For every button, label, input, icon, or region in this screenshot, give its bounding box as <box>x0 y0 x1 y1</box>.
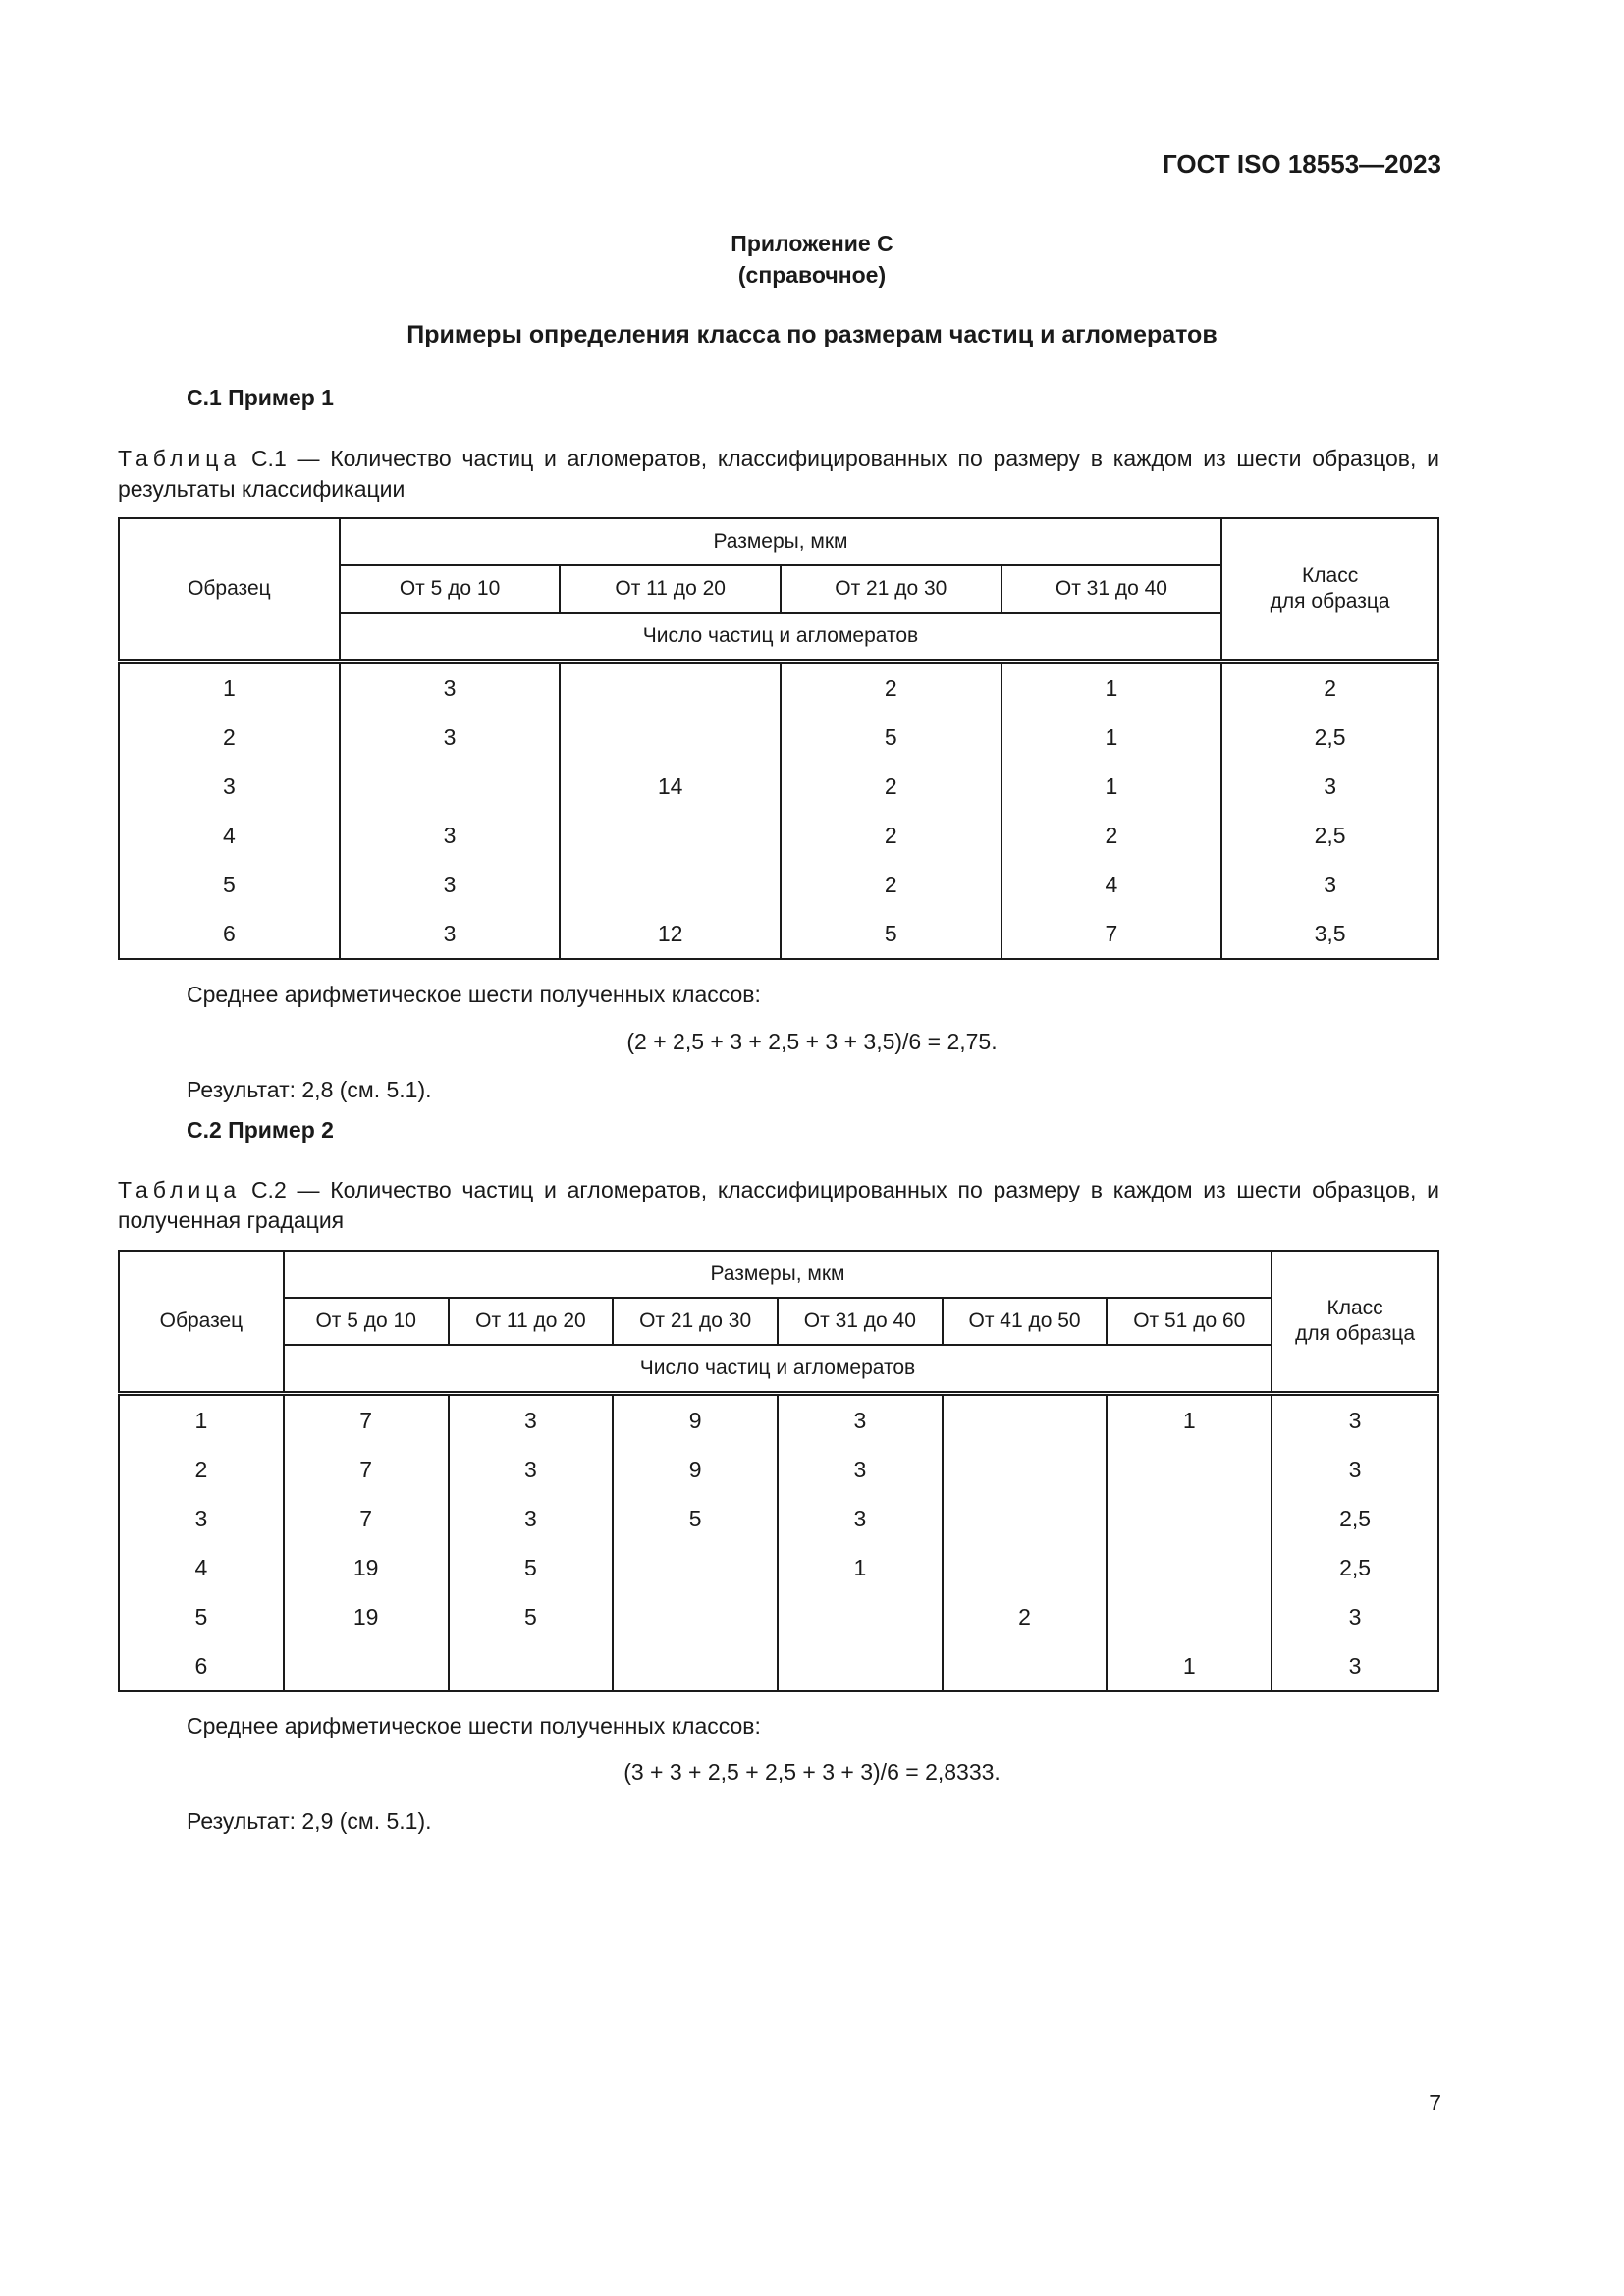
table-cell: 3 <box>1221 860 1438 909</box>
table2-class-header-line2: для образца <box>1295 1322 1416 1345</box>
table-cell: 7 <box>284 1394 449 1446</box>
table-cell: 3 <box>1272 1592 1438 1641</box>
table-cell: 3 <box>778 1445 943 1494</box>
table-cell <box>778 1641 943 1691</box>
table-cell: 7 <box>284 1445 449 1494</box>
table-cell <box>560 662 781 714</box>
table-cell: 6 <box>119 1641 284 1691</box>
table-cell: 3 <box>1221 762 1438 811</box>
table1-caption <box>118 444 1439 505</box>
table2-sizes-header: Размеры, мкм <box>284 1251 1272 1298</box>
table-cell: 3 <box>340 909 561 959</box>
table2 <box>118 1250 1439 1692</box>
document-code: ГОСТ ISO 18553—2023 <box>1162 149 1441 179</box>
table-cell: 1 <box>1001 713 1222 762</box>
table2-caption-label: Таблица <box>118 1177 242 1202</box>
table1-sizes-header: Размеры, мкм <box>340 518 1222 565</box>
table2-class-header-line1: Класс <box>1326 1297 1383 1319</box>
table-cell: 2 <box>1001 811 1222 860</box>
table1-class-header-line2: для образца <box>1270 590 1390 613</box>
table2-size-range-header: От 21 до 30 <box>613 1298 778 1345</box>
table2-sample-header: Образец <box>119 1251 284 1394</box>
table-cell: 2 <box>781 860 1001 909</box>
table-cell <box>943 1445 1108 1494</box>
table-cell: 3 <box>119 1494 284 1543</box>
table-cell: 5 <box>781 909 1001 959</box>
table-cell: 1 <box>119 1394 284 1446</box>
table-cell: 4 <box>119 811 340 860</box>
table1 <box>118 517 1439 960</box>
table-cell: 4 <box>119 1543 284 1592</box>
example1-mean-text: Среднее арифметическое шести полученных классов: <box>187 982 761 1007</box>
table-cell: 3 <box>449 1394 614 1446</box>
table1-sample-header: Образец <box>119 518 340 662</box>
table-cell: 9 <box>613 1445 778 1494</box>
table1-size-range-header: От 21 до 30 <box>781 565 1001 613</box>
table-cell: 3 <box>1272 1394 1438 1446</box>
table-cell <box>284 1641 449 1691</box>
appendix-heading <box>0 228 1624 291</box>
table-cell: 4 <box>1001 860 1222 909</box>
table1-size-range-header: От 31 до 40 <box>1001 565 1222 613</box>
table-cell <box>340 762 561 811</box>
table2-caption <box>118 1175 1439 1236</box>
table-cell: 9 <box>613 1394 778 1446</box>
table-cell <box>943 1641 1108 1691</box>
table-cell <box>613 1592 778 1641</box>
table-cell: 2 <box>781 762 1001 811</box>
table-cell: 5 <box>613 1494 778 1543</box>
table-cell: 1 <box>1001 762 1222 811</box>
table-cell: 5 <box>119 860 340 909</box>
table-cell: 19 <box>284 1543 449 1592</box>
table-cell: 3 <box>340 860 561 909</box>
table-row <box>119 811 1438 860</box>
table2-size-range-header: От 5 до 10 <box>284 1298 449 1345</box>
example2-formula: (3 + 3 + 2,5 + 2,5 + 3 + 3)/6 = 2,8333. <box>623 1759 1001 1785</box>
table2-size-range-header: От 31 до 40 <box>778 1298 943 1345</box>
table-row <box>119 1543 1438 1592</box>
example1-result: Результат: 2,8 (см. 5.1). <box>187 1077 432 1102</box>
table-cell: 2,5 <box>1272 1543 1438 1592</box>
table-cell <box>1107 1543 1272 1592</box>
table-cell <box>560 811 781 860</box>
table2-caption-text: С.2 — Количество частиц и агломератов, классифицированных по размеру в каждом из шести образцов, и полученная градация <box>118 1177 1439 1233</box>
table1-size-range-header: От 11 до 20 <box>560 565 781 613</box>
table-cell: 5 <box>781 713 1001 762</box>
table2-size-range-header: От 11 до 20 <box>449 1298 614 1345</box>
table-cell: 7 <box>1001 909 1222 959</box>
table-cell: 2 <box>781 662 1001 714</box>
table-cell <box>1107 1592 1272 1641</box>
example2-mean-text: Среднее арифметическое шести полученных классов: <box>187 1713 761 1738</box>
table-cell: 3 <box>119 762 340 811</box>
table-cell: 3 <box>340 662 561 714</box>
table-cell: 2 <box>943 1592 1108 1641</box>
table-row <box>119 909 1438 959</box>
table-row <box>119 762 1438 811</box>
table-cell: 7 <box>284 1494 449 1543</box>
table-cell: 2,5 <box>1272 1494 1438 1543</box>
table-cell <box>1107 1494 1272 1543</box>
example1-heading: С.1 Пример 1 <box>187 385 334 410</box>
table-cell: 6 <box>119 909 340 959</box>
table-cell: 2,5 <box>1221 811 1438 860</box>
table-cell: 1 <box>778 1543 943 1592</box>
table-cell: 2 <box>119 713 340 762</box>
appendix-subtitle: (справочное) <box>737 262 887 288</box>
table-cell: 3,5 <box>1221 909 1438 959</box>
section-title: Примеры определения класса по размерам частиц и агломератов <box>406 321 1218 348</box>
table-cell: 12 <box>560 909 781 959</box>
table-cell: 3 <box>1272 1445 1438 1494</box>
appendix-title: Приложение С <box>731 231 893 256</box>
table-row <box>119 1641 1438 1691</box>
table-cell <box>613 1543 778 1592</box>
table-cell: 3 <box>449 1445 614 1494</box>
table-cell <box>560 860 781 909</box>
table1-size-range-header: От 5 до 10 <box>340 565 561 613</box>
table-row <box>119 1592 1438 1641</box>
table-cell: 2,5 <box>1221 713 1438 762</box>
table-cell: 3 <box>340 713 561 762</box>
table-cell <box>778 1592 943 1641</box>
page-number: 7 <box>1429 2090 1441 2115</box>
table2-size-range-header: От 51 до 60 <box>1107 1298 1272 1345</box>
table-cell: 2 <box>1221 662 1438 714</box>
table-cell: 5 <box>449 1592 614 1641</box>
table2-class-header <box>1272 1251 1438 1394</box>
table-row <box>119 860 1438 909</box>
table-cell: 2 <box>781 811 1001 860</box>
table-row <box>119 1494 1438 1543</box>
table-cell: 3 <box>778 1394 943 1446</box>
example2-heading: С.2 Пример 2 <box>187 1117 334 1143</box>
table-cell <box>1107 1445 1272 1494</box>
table-cell: 2 <box>119 1445 284 1494</box>
table-cell: 19 <box>284 1592 449 1641</box>
table-cell <box>449 1641 614 1691</box>
table2-count-header: Число частиц и агломератов <box>284 1345 1272 1394</box>
table-cell <box>560 713 781 762</box>
table-row <box>119 662 1438 714</box>
table-cell <box>613 1641 778 1691</box>
example2-result: Результат: 2,9 (см. 5.1). <box>187 1808 432 1834</box>
table1-class-header <box>1221 518 1438 662</box>
table-cell: 3 <box>340 811 561 860</box>
table-cell: 3 <box>1272 1641 1438 1691</box>
table-cell: 1 <box>1107 1394 1272 1446</box>
table-cell <box>943 1394 1108 1446</box>
table-cell: 5 <box>119 1592 284 1641</box>
table1-class-header-line1: Класс <box>1302 564 1359 587</box>
table-cell: 3 <box>778 1494 943 1543</box>
table-cell: 14 <box>560 762 781 811</box>
example1-formula: (2 + 2,5 + 3 + 2,5 + 3 + 3,5)/6 = 2,75. <box>626 1029 998 1054</box>
table1-count-header: Число частиц и агломератов <box>340 613 1222 662</box>
table1-caption-label: Таблица <box>118 446 242 471</box>
table-cell <box>943 1543 1108 1592</box>
table-cell <box>943 1494 1108 1543</box>
table-row <box>119 1394 1438 1446</box>
table-cell: 3 <box>449 1494 614 1543</box>
table1-caption-text: С.1 — Количество частиц и агломератов, классифицированных по размеру в каждом из шести образцов, и результаты классификации <box>118 446 1439 502</box>
table-cell: 1 <box>119 662 340 714</box>
table-cell: 1 <box>1001 662 1222 714</box>
table-cell: 5 <box>449 1543 614 1592</box>
table-row <box>119 1445 1438 1494</box>
table-row <box>119 713 1438 762</box>
table-cell: 1 <box>1107 1641 1272 1691</box>
table2-size-range-header: От 41 до 50 <box>943 1298 1108 1345</box>
